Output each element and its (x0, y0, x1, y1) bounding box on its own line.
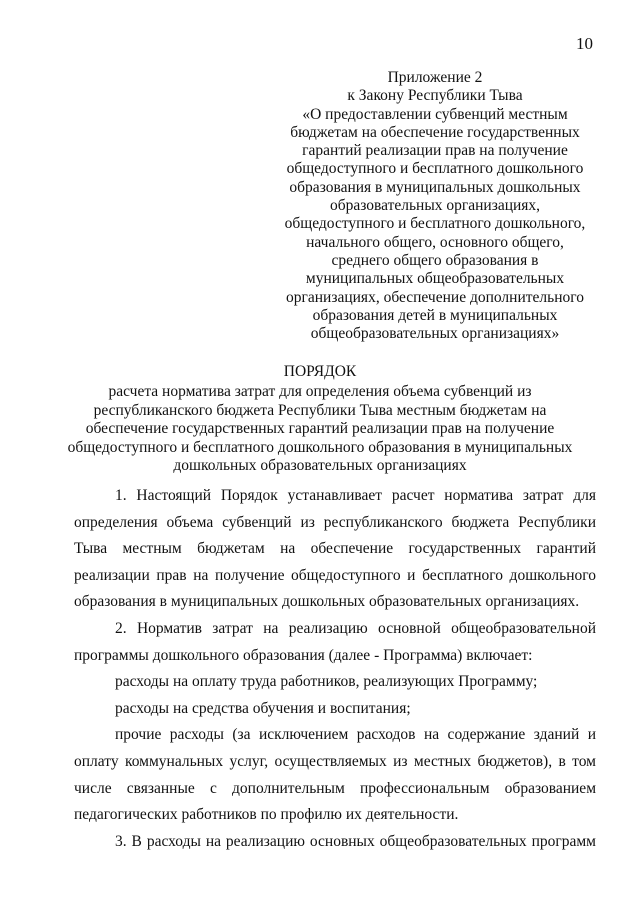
paragraph-1-line: 1. Настоящий Порядок устанавливает расчет норматива затрат для (115, 487, 596, 504)
appendix-line: к Закону Республики Тыва (347, 87, 523, 105)
list-item-line: числе связанные с дополнительным профессиональным образованием (74, 779, 596, 797)
paragraph-3-line: 3. В расходы на реализацию основных общеобразовательных программ (115, 832, 596, 850)
appendix-line: «О предоставлении субвенций местным (302, 105, 568, 123)
appendix-line: начального общего, основного общего, (306, 233, 564, 251)
appendix-line: общедоступного и бесплатного дошкольного, (284, 215, 586, 233)
subtitle-line: расчета норматива затрат для определения объема субвенций из (108, 383, 532, 400)
appendix-line: образовательных организациях, (329, 197, 541, 215)
subtitle-line: дошкольных образовательных организациях (173, 457, 467, 474)
paragraph-1-line: Тыва местным бюджетам на обеспечение государственных гарантий (74, 540, 596, 558)
paragraph-2-line: программы дошкольного образования (далее - Программа) включает: (74, 646, 533, 664)
list-item-line: расходы на средства обучения и воспитания; (115, 699, 411, 717)
subtitle-line: общедоступного и бесплатного дошкольного образования в муниципальных (67, 438, 573, 456)
document-heading: ПОРЯДОК (283, 363, 357, 380)
appendix-line: бюджетам на обеспечение государственных (290, 123, 580, 141)
appendix-line: среднего общего образования в (331, 251, 539, 269)
paragraph-1-line: реализации прав на получение общедоступного и бесплатного дошкольного (74, 566, 596, 584)
appendix-header (270, 69, 600, 343)
paragraph-2-line: 2. Норматив затрат на реализацию основной общеобразовательной (115, 619, 596, 637)
list-item-line: оплату коммунальных услуг, осуществляемых из местных бюджетов), в том (74, 752, 596, 770)
page-number: 10 (576, 34, 593, 53)
appendix-line: образования в муниципальных дошкольных (289, 178, 581, 196)
appendix-line: гарантий реализации прав на получение (302, 142, 568, 160)
document-body (74, 483, 596, 855)
appendix-line: общеобразовательных организациях» (310, 325, 560, 343)
list-item-line: педагогических работников по профилю их деятельности. (74, 806, 459, 824)
appendix-line: Приложение 2 (387, 69, 483, 86)
paragraph-1-line: определения объема субвенций из республиканского бюджета Республики (74, 513, 596, 531)
appendix-line: муниципальных общеобразовательных (305, 270, 565, 288)
list-item-line: расходы на оплату труда работников, реализующих Программу; (115, 673, 538, 691)
appendix-line: общедоступного и бесплатного дошкольного (286, 160, 584, 178)
document-subtitle (60, 383, 580, 476)
paragraph-1-line: образования в муниципальных дошкольных образовательных организациях. (74, 593, 580, 611)
subtitle-line: обеспечение государственных гарантий реализации прав на получение (85, 420, 555, 437)
subtitle-line: республиканского бюджета Республики Тыва местным бюджетам на (93, 401, 547, 419)
list-item-line: прочие расходы (за исключением расходов на содержание зданий и (115, 726, 596, 744)
appendix-line: организациях, обеспечение дополнительного (286, 288, 584, 306)
appendix-line: образования детей в муниципальных (312, 306, 558, 324)
